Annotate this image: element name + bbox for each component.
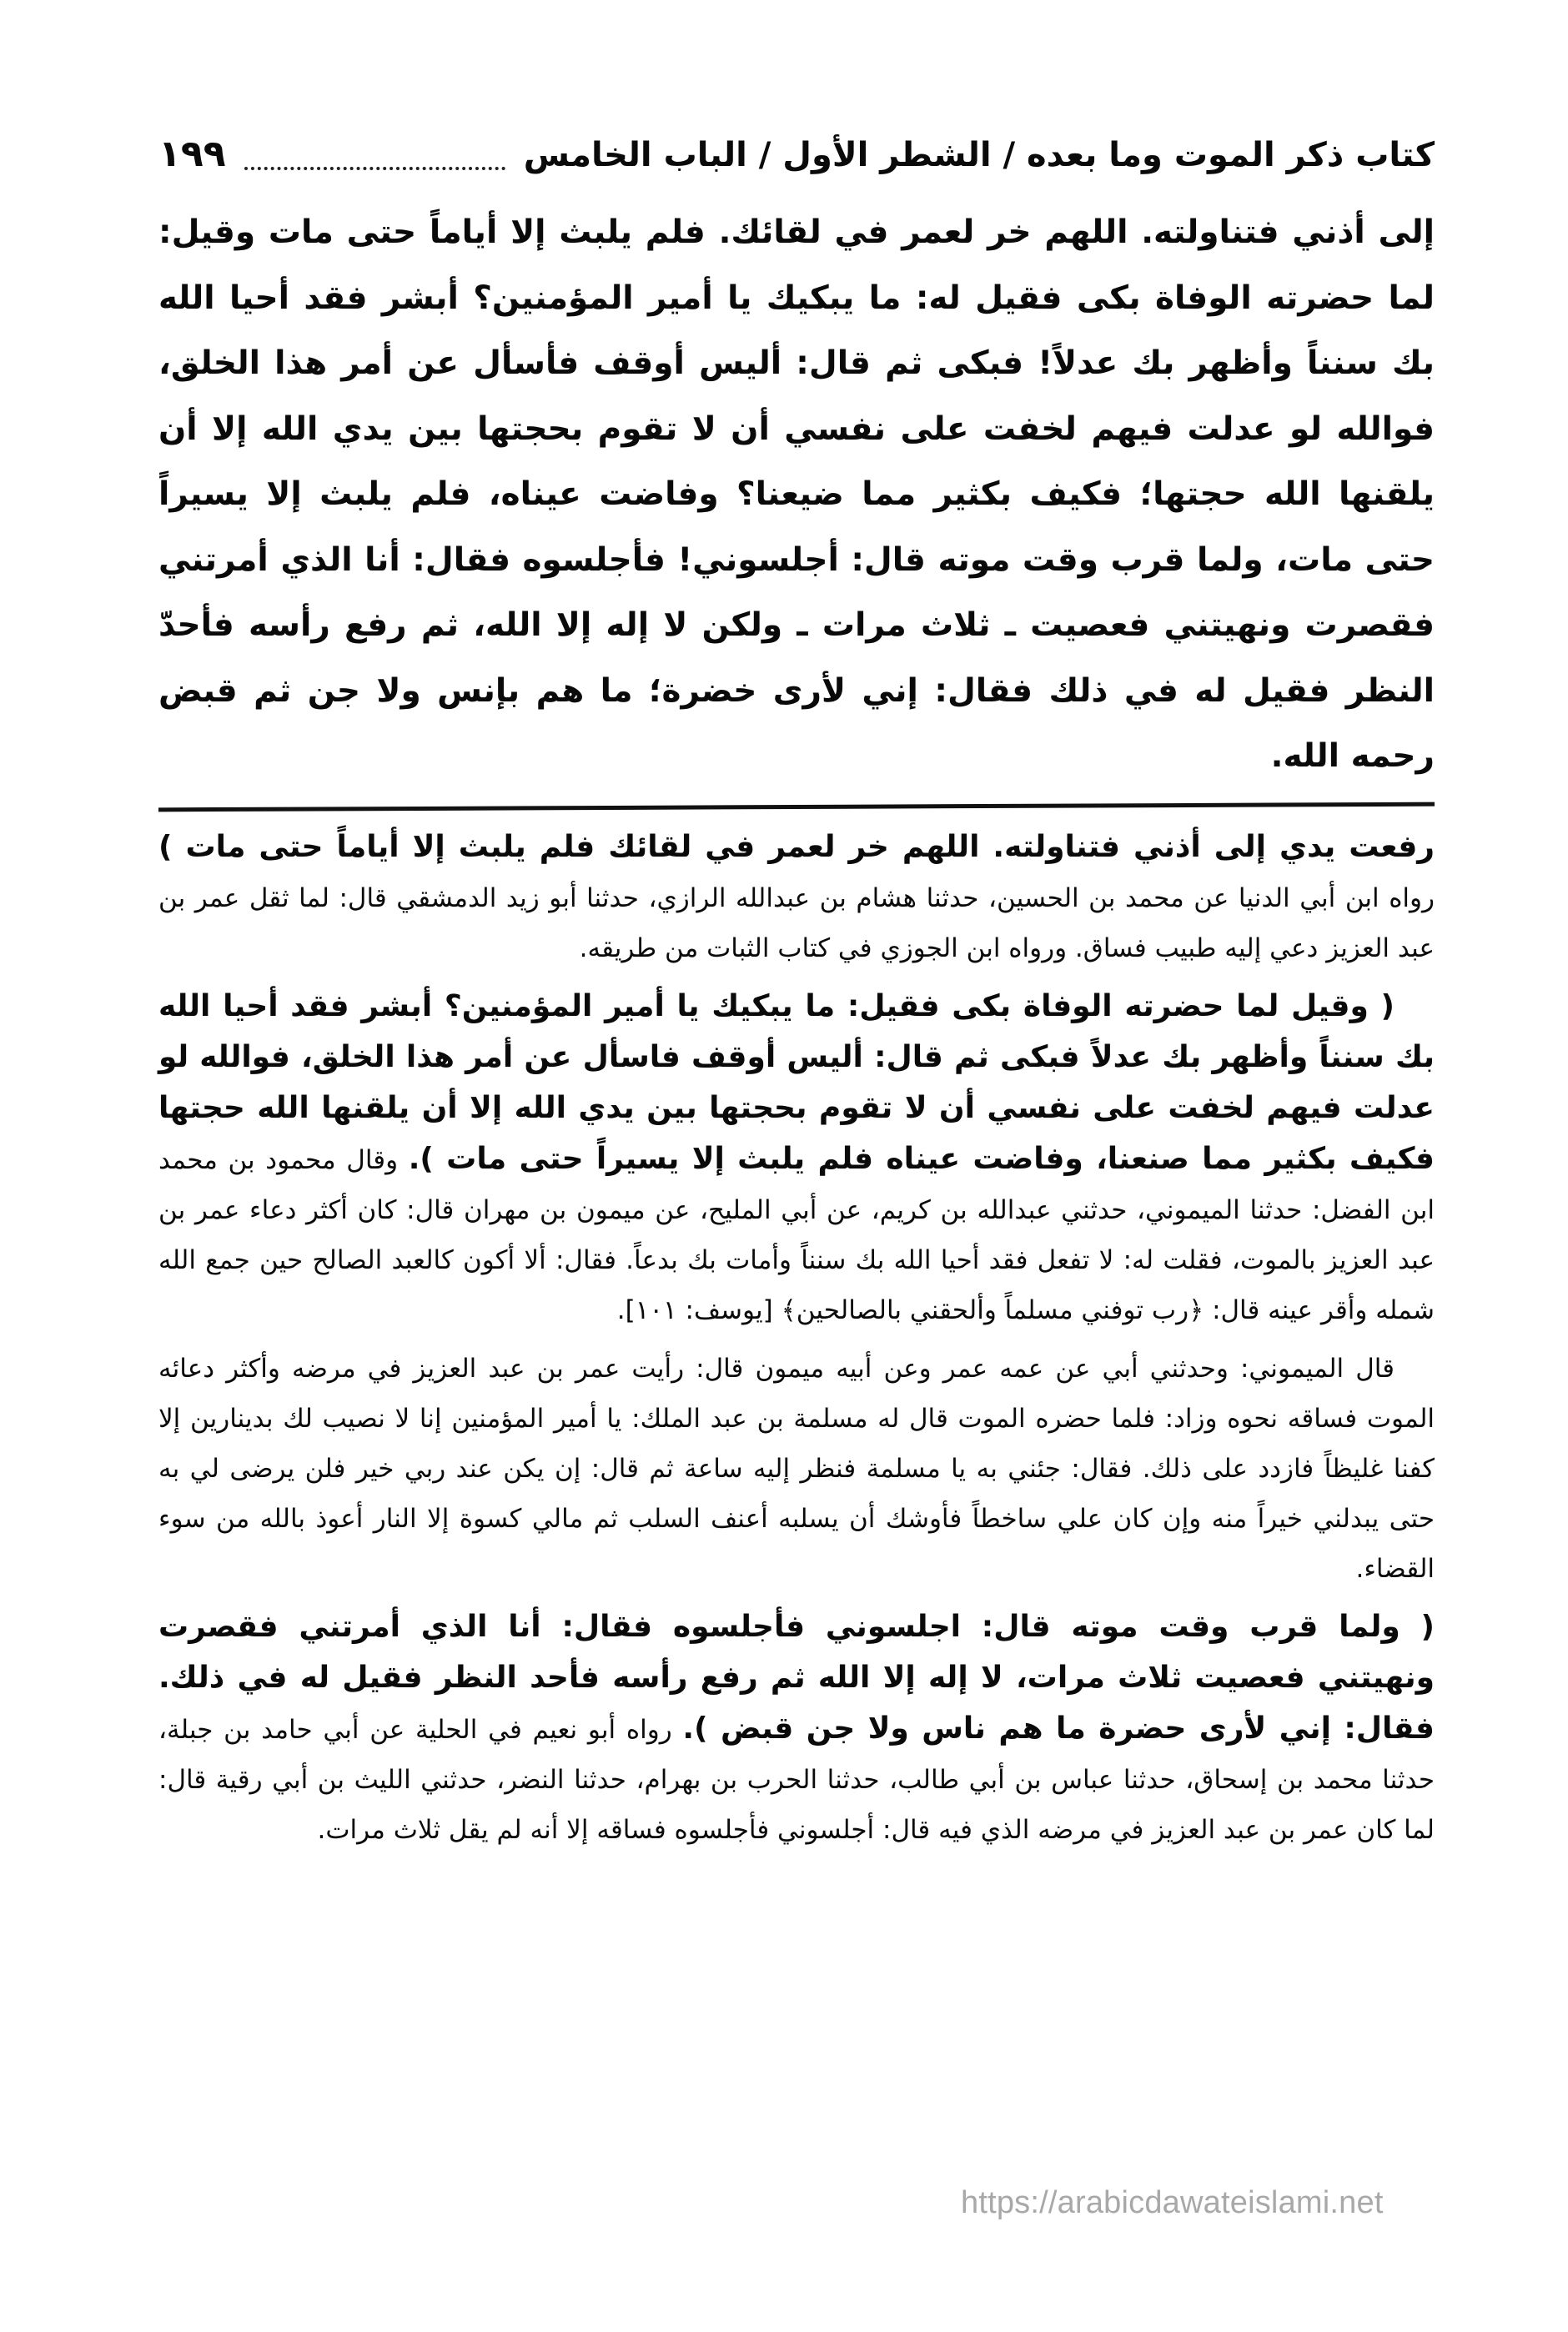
book-page [158,117,1435,1863]
running-header [158,117,1435,192]
page-number: ١٩٩ [158,133,226,175]
footnote-1 [158,822,1435,973]
footnote-quote: ( وقيل لما حضرته الوفاة بكى فقيل: ما يبكيك يا أمير المؤمنين؟ أبشر فقد أحيا الله بك سنناً وأظهر بك عدلاً فبكى ثم قال: أليس أوقف فاسأل عن أمر هذا الخلق، فوالله لو عدلت فيهم لخفت على نفسي أن لا تقوم بحجتها بين يدي الله إلا أن يلقنها الله حجتها فكيف بكثير مما صنعنا، وفاضت عيناه فلم يلبث إلا يسيراً حتى مات ). [158,988,1435,1176]
footnote-4 [158,1602,1435,1855]
footnote-quote: ( ولما قرب وقت موته قال: اجلسوني فأجلسوه فقال: أنا الذي أمرتني فقصرت ونهيتني فعصيت ثلاث مرات، لا إله إلا الله ثم رفع رأسه فأحد النظر فقيل له في ذلك. فقال: إني لأرى حضرة ما هم ناس ولا جن قبض ). [158,1609,1435,1746]
main-body-text [158,200,1435,790]
footnotes-section [158,822,1435,1855]
footnote-2 [158,982,1435,1335]
footnote-3 [158,1344,1435,1594]
running-header-title: كتاب ذكر الموت وما بعده / الشطر الأول / الباب الخامس [523,136,1435,174]
footnote-quote: رفعت يدي إلى أذني فتناولته. اللهم خر لعمر في لقائك فلم يلبث إلا أياماً حتى مات ) [158,829,1435,864]
main-paragraph: إلى أذني فتناولته. اللهم خر لعمر في لقائك. فلم يلبث إلا أياماً حتى مات وقيل: لما حضرته الوفاة بكى فقيل له: ما يبكيك يا أمير المؤمنين؟ أبشر فقد أحيا الله بك سنناً وأظهر بك عدلاً! فبكى ثم قال: أليس أوقف فأسأل عن أمر هذا الخلق، فوالله لو عدلت فيهم لخفت على نفسي أن لا تقوم بحجتها بين يدي الله إلا أن يلقنها الله حجتها؛ فكيف بكثير مما ضيعنا؟ وفاضت عيناه، فلم يلبث إلا يسيراً حتى مات، ولما قرب وقت موته قال: أجلسوني! فأجلسوه فقال: أنا الذي أمرتني فقصرت ونهيتني فعصيت ـ ثلاث مرات ـ ولكن لا إله إلا الله، ثم رفع رأسه فأحدّ النظر فقيل له في ذلك فقال: إني لأرى خضرة؛ ما هم بإنس ولا جن ثم قبض رحمه الله. [158,214,1435,775]
footnote-commentary: قال الميموني: وحدثني أبي عن عمه عمر وعن أبيه ميمون قال: رأيت عمر بن عبد العزيز في مرضه وأكثر دعائه الموت فساقه نحوه وزاد: فلما حضره الموت قال له مسلمة بن عبد الملك: يا أمير المؤمنين إنا لا نصيب لك بدينارين إلا كفنا غليظاً فازدد على ذلك. فقال: جئني به يا مسلمة فنظر إليه ساعة ثم قال: إن يكن عند ربي خير فلن يرضى لي به حتى يبدلني خيراً منه وإن كان علي ساخطاً فأوشك أن يسلبه أعنف السلب ثم مالي كسوة إلا النار أعوذ بالله من سوء القضاء. [158,1353,1435,1584]
footnote-separator [158,802,1435,812]
watermark-url: https://arabicdawateislami.net [961,2185,1384,2220]
footnote-commentary: رواه أبو نعيم في الحلية عن أبي حامد بن جبلة، حدثنا محمد بن إسحاق، حدثنا عباس بن أبي طالب، حدثنا الحرب بن بهرام، حدثنا النضر، حدثني الليث بن أبي رقية قال: لما كان عمر بن عبد العزيز في مرضه الذي فيه قال: أجلسوني فأجلسوه فساقه إلا أنه لم يقل ثلاث مرات. [158,1714,1435,1845]
dot-leader [244,158,505,170]
footnote-commentary: رواه ابن أبي الدنيا عن محمد بن الحسين، حدثنا هشام بن عبدالله الرازي، حدثنا أبو زيد الدمشقي قال: لما ثقل عمر بن عبد العزيز دعي إليه طبيب فساق. ورواه ابن الجوزي في كتاب الثبات من طريقه. [158,882,1435,963]
footnote-commentary: وقال محمود بن محمد ابن الفضل: حدثنا الميموني، حدثني عبدالله بن كريم، عن أبي المليح، عن ميمون بن مهران قال: كان أكثر دعاء عمر بن عبد العزيز بالموت، فقلت له: لا تفعل فقد أحيا الله بك سنناً وأمات بك بدعاً. فقال: ألا أكون كالعبد الصالح حين جمع الله شمله وأقر عينه قال: ﴿رب توفني مسلماً وألحقني بالصالحين﴾ [يوسف: ١٠١]. [158,1144,1435,1325]
